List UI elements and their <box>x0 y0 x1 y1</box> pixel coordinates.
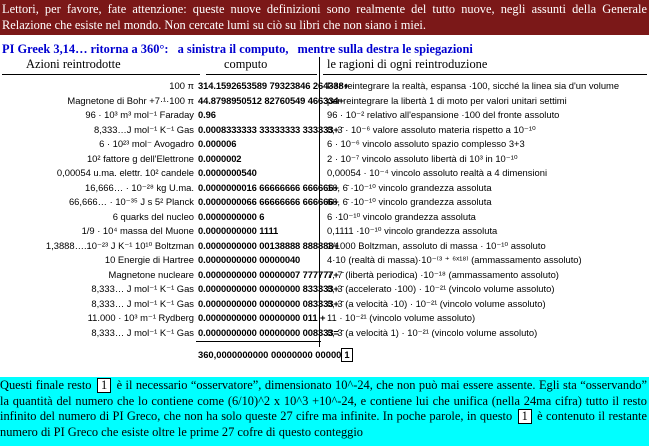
footer-text-3: è contenuto il restante numero di PI Greco che esiste oltre le prime 27 cofre di questo conteggio <box>0 409 647 439</box>
heading-right-note: mentre sulla destra le spiegazioni <box>297 42 473 56</box>
table-row <box>0 310 649 325</box>
row-explanation: 6 ·10⁻¹⁰ vincolo grandezza assoluta <box>327 210 476 222</box>
row-label: Magnetone di Bohr +7·¹·100 π <box>67 94 194 106</box>
row-explanation: 7, 7̄ (libertà periodica) ·10⁻¹⁸ (ammassamento assoluto) <box>327 268 559 280</box>
row-value: 0.0008333333 33333333 333333+ <box>198 123 339 135</box>
row-value: 0.0000000000 00000007 777777+ <box>198 268 339 280</box>
warning-banner <box>0 0 649 35</box>
sum-final-digit: 1 <box>341 348 352 362</box>
table-row <box>0 180 649 195</box>
row-label: 96 · 10³ m³ mol⁻¹ Faraday <box>85 109 194 120</box>
sum-rule <box>196 341 321 342</box>
row-value: 0.0000000000 00000000 011 + <box>198 312 326 323</box>
table-row <box>0 267 649 282</box>
footer-note <box>0 377 649 446</box>
heading-title: PI Greek 3,14… ritorna a 360°: <box>2 42 169 56</box>
row-value: 0.000006 <box>198 138 237 149</box>
row-value: 44.8798950512 82760549 466334+ <box>198 94 344 106</box>
header-rule-middle <box>206 74 317 75</box>
row-value: 0.0000000000 00000000 083333+ <box>198 297 339 309</box>
row-value: 0.0000000066 66666666 666666+ <box>198 196 339 207</box>
row-value: 0.0000000000 6 <box>198 210 265 222</box>
table-row <box>0 325 649 340</box>
table-row <box>0 238 649 253</box>
table-row <box>0 194 649 209</box>
row-label: 6 · 10²³ mol⁻ Avogadro <box>99 138 194 149</box>
row-label: 6 quarks del nucleo <box>112 210 194 222</box>
row-label: 8,333… J mol⁻¹ K⁻¹ Gas <box>91 283 194 294</box>
row-label: 8,333… J mol⁻¹ K⁻¹ Gas <box>91 326 194 338</box>
row-explanation: 8, 3̄ (a velocità ·10) · 10⁻²¹ (vincolo volume assoluto) <box>327 297 546 309</box>
row-label: 8,333…J mol⁻¹ K⁻¹ Gas <box>93 123 194 135</box>
row-value: 0.0000000000 1111 <box>198 225 279 236</box>
row-value: 0.0000000000 00000040 <box>198 254 301 265</box>
row-label: 11.000 · 10³ m⁻¹ Rydberg <box>87 312 194 323</box>
row-label: Magnetone nucleare <box>108 268 194 280</box>
row-label: 1/9 · 10⁴ massa del Muone <box>81 225 194 236</box>
row-label: 10 Energie di Hartree <box>104 254 194 265</box>
row-value: 0.0000000000 00000000 008333= <box>198 326 339 338</box>
warning-banner-text: Lettori, per favore, fate attenzione: queste nuove definizioni sono realmente del tutto nuove, negli assunti della Generale Relazione che esiste nel mondo. Non cercate lumi su ciò su libri che non siano i miei. <box>2 2 647 32</box>
table-row <box>0 107 649 122</box>
footer-text-1: Questi finale resto <box>0 378 92 392</box>
table-row <box>0 296 649 311</box>
sum-row <box>198 347 353 362</box>
table-row <box>0 136 649 151</box>
footer-digit-box-2: 1 <box>518 409 532 424</box>
row-explanation: 2 · 10⁻⁷ vincolo assoluto libertà di 10³ in 10⁻¹⁰ <box>327 152 518 164</box>
header-rule-right <box>323 74 647 75</box>
row-explanation: 0,1111 ·10⁻¹⁰ vincolo grandezza assoluta <box>327 225 498 236</box>
row-explanation: 11 · 10⁻²¹ (vincolo volume assoluto) <box>327 312 476 323</box>
row-value: 0.0000002 <box>198 152 242 164</box>
row-label: 8,333… J mol⁻¹ K⁻¹ Gas <box>91 297 194 309</box>
column-header-computation: computo <box>224 57 268 71</box>
row-explanation: 8, 3̄ · 10⁻⁶ valore assoluto materia rispetto a 10⁻¹⁰ <box>327 123 536 135</box>
column-header-actions: Azioni reintrodotte <box>26 57 121 71</box>
column-header-reasons: le ragioni di ogni reintroduzione <box>327 57 488 71</box>
header-rule-left <box>2 74 200 75</box>
row-value: 0.0000000540 <box>198 167 257 178</box>
table-row <box>0 165 649 180</box>
sum-value: 360,0000000000 00000000 00000 <box>198 349 342 360</box>
table-row <box>0 122 649 137</box>
row-label: 0,00054 u.ma. elettr. 10² candele <box>56 167 194 178</box>
row-explanation: 6 · 10⁻⁶ vincolo assoluto spazio complesso 3+3 <box>327 138 525 149</box>
heading-left-note: a sinistra il computo, <box>177 42 289 56</box>
table-row <box>0 252 649 267</box>
row-value: 314.1592653589 79323846 264338+ <box>198 80 349 91</box>
row-explanation: 0,00054 · 10⁻⁴ vincolo assoluto realtà a 4 dimensioni <box>327 167 548 178</box>
table-row <box>0 223 649 238</box>
row-label: 16,666… · 10⁻²⁸ kg U.ma. <box>85 181 194 193</box>
row-explanation: 16, 6̄ ·10⁻¹⁰ vincolo grandezza assoluta <box>327 181 492 193</box>
table-row <box>0 209 649 224</box>
row-value: 0.0000000016 66666666 666666+ <box>198 181 339 193</box>
page-heading <box>2 42 647 57</box>
row-explanation: Per reintegrare la realtà, espansa ·100, sicché la linea sia d'un volume <box>327 80 620 91</box>
row-explanation: 1/1000 Boltzman, assoluto di massa · 10⁻¹⁰ assoluto <box>327 239 546 251</box>
row-explanation: 4·10 (realtà di massa)·10⁻⁽³ ⁺ ⁶ˣ¹⁸⁾ (ammassamento assoluto) <box>327 254 582 265</box>
row-value: 0.0000000000 00000000 833333+ <box>198 283 339 294</box>
table-row <box>0 151 649 166</box>
row-label: 10² fattore g dell'Elettrone <box>86 152 194 164</box>
row-value: 0.96 <box>198 109 216 120</box>
footer-digit-box-1: 1 <box>97 378 111 393</box>
row-explanation: 8, 3̄ (accelerato ·100) · 10⁻²¹ (vincolo volume assoluto) <box>327 283 555 294</box>
table-row <box>0 78 649 93</box>
table-row <box>0 281 649 296</box>
table-row <box>0 93 649 108</box>
row-explanation: per reintegrare la libertà 1 di moto per valori unitari settimi <box>327 94 567 106</box>
footer-text-2: è il necessario “osservatore”, dimensionato 10^-24, che non può mai essere assente. Egli sta “osservando” la quantità del numero che lo contiene come (6/10)^2 x 10^3 +10^-24, e contiene lui che unifica (nella 24ma cifra) tutto il resto infinito del numero di PI Greco, che non ha solo queste 27 cifre ma infinite. In poche parole, in questo <box>0 378 647 423</box>
row-label: 100 π <box>169 80 194 91</box>
row-explanation: 96 · 10⁻² relativo all'espansione ·100 del fronte assoluto <box>327 109 560 120</box>
row-label: 1,3888….10⁻²³ J K⁻¹ 10¹⁰ Boltzman <box>45 239 194 251</box>
row-explanation: 66, 6̄ ·10⁻¹⁰ vincolo grandezza assoluta <box>327 196 492 207</box>
row-value: 0.0000000000 00138888 888888+ <box>198 239 339 251</box>
row-explanation: 8, 3̄ (a velocità 1) · 10⁻²¹ (vincolo volume assoluto) <box>327 326 538 338</box>
row-label: 66,666… · 10⁻³⁵ J s 5² Planck <box>68 196 194 207</box>
